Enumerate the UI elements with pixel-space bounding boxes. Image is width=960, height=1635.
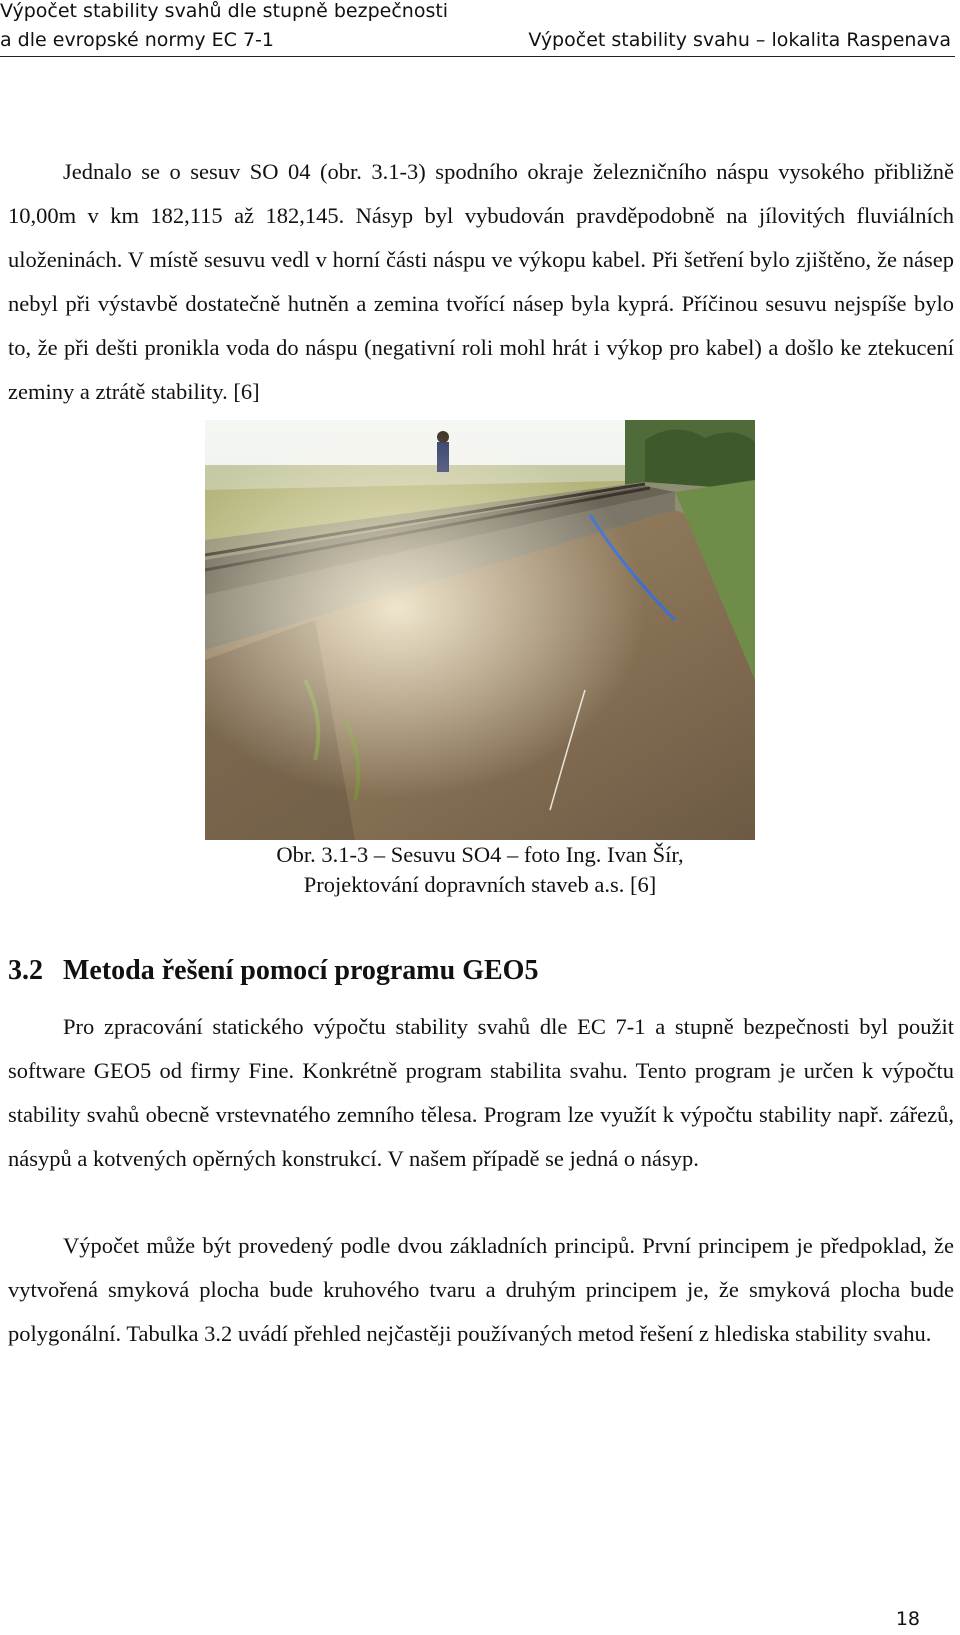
page-header — [0, 0, 955, 57]
section-heading — [8, 955, 538, 987]
figure-caption-line2: Projektování dopravních staveb a.s. [6] — [303, 872, 657, 897]
page-number: 18 — [895, 1608, 920, 1630]
section-number: 3.2 — [8, 955, 43, 986]
section-title: Metoda řešení pomocí programu GEO5 — [63, 955, 539, 986]
paragraph-landslide-description: Jednalo se o sesuv SO 04 (obr. 3.1-3) spodního okraje železničního náspu vysokého přibližně 10,00m v km 182,115 až 182,145. Násyp byl vybudován pravděpodobně na jílovitých fluviálních uloženinách. V místě sesuvu vedl v horní části náspu ve výkopu kabel. Při šetření bylo zjištěno, že násep nebyl při výstavbě dostatečně hutněn a zemina tvořící násep byla kyprá. Příčinou sesuvu nejspíše bylo to, že při dešti pronikla voda do náspu (negativní roli mohl hrát i výkop pro kabel) a došlo ke ztekucení zeminy a ztrátě stability. [6] — [8, 159, 954, 404]
paragraph-geo5-description: Pro zpracování statického výpočtu stability svahů dle EC 7-1 a stupně bezpečnosti byl použit software GEO5 od firmy Fine. Konkrétně program stabilita svahu. Tento program je určen k výpočtu stability svahů obecně vrstevnatého zemního tělesa. Program lze využít k výpočtu stability např. zářezů, násypů a kotvených opěrných konstrukcí. V našem případě se jedná o násyp. — [8, 1014, 954, 1171]
figure-caption-line1: Obr. 3.1-3 – Sesuvu SO4 – foto Ing. Ivan Šír, — [276, 842, 684, 867]
header-chapter-title: Výpočet stability svahu – lokalita Raspenava — [528, 29, 951, 51]
railway-embankment-photo-illustration — [205, 420, 755, 840]
header-title-line1: Výpočet stability svahů dle stupně bezpečnosti — [0, 0, 449, 22]
paragraph-calculation-principles: Výpočet může být provedený podle dvou základních principů. První principem je předpoklad, že vytvořená smyková plocha bude kruhového tvaru a druhým principem je, že smyková plocha bude polygonální. Tabulka 3.2 uvádí přehled nejčastěji používaných metod řešení z hlediska stability svahu. — [8, 1233, 954, 1346]
landslide-photo — [205, 420, 755, 840]
header-title-line2: a dle evropské normy EC 7-1 — [0, 29, 274, 51]
